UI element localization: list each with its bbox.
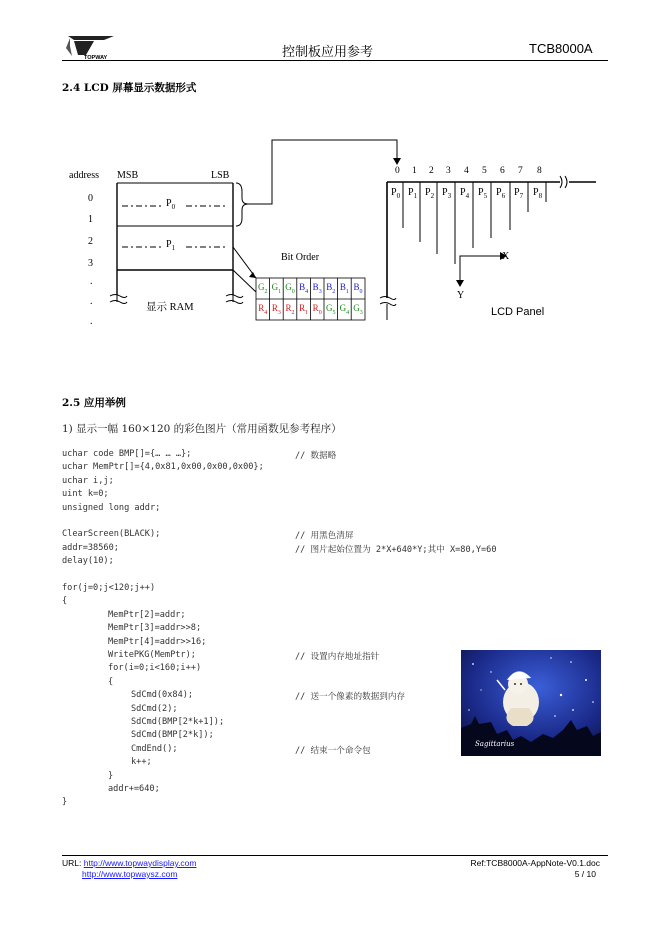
column-number: 2 xyxy=(429,166,434,176)
panel-pixel-index: 6 xyxy=(501,192,506,200)
panel-pixel: $P_8$ xyxy=(533,187,543,200)
code-line: } xyxy=(108,770,114,781)
code-line: WritePKG(MemPtr); xyxy=(108,650,196,660)
bit-cell-index: 3 xyxy=(318,288,322,295)
panel-pixel: $P_3$ xyxy=(442,187,452,200)
bit-cell-index: 3 xyxy=(277,309,281,316)
code-listing xyxy=(62,449,532,811)
bit-cell-index: 2 xyxy=(291,309,295,316)
svg-text:Sagittarius: Sagittarius xyxy=(475,740,515,748)
code-line: { xyxy=(62,596,68,607)
bit-order-row-2 xyxy=(256,303,365,317)
code-line: delay(10); xyxy=(62,556,114,567)
bit-cell: $R_4$ xyxy=(258,303,268,316)
panel-pixel-index: 4 xyxy=(465,192,470,200)
panel-pixel-index: 8 xyxy=(538,192,543,200)
column-number: 8 xyxy=(537,166,542,176)
code-line: unsigned long addr; xyxy=(62,502,161,513)
code-comment: // 图片起始位置为 2*X+640*Y;其中 X=80,Y=60 xyxy=(295,544,497,555)
bit-cell: $R_1$ xyxy=(299,303,309,316)
code-line: MemPtr[3]=addr>>8; xyxy=(108,623,202,634)
address-3: 3 xyxy=(88,258,93,269)
code-line: addr+=640; xyxy=(108,784,160,794)
column-number: 7 xyxy=(518,166,523,176)
panel-pixel: $P_1$ xyxy=(408,187,418,200)
bit-cell: $G_1$ xyxy=(271,282,282,295)
panel-pixel-index: 1 xyxy=(413,192,418,200)
panel-pixel-index: 2 xyxy=(430,192,435,200)
column-number: 0 xyxy=(395,166,400,176)
svg-text:TOPWAY: TOPWAY xyxy=(84,55,108,60)
panel-pixel: $P_4$ xyxy=(460,187,470,200)
lcd-panel-label: LCD Panel xyxy=(491,306,545,318)
bit-cell-index: 4 xyxy=(305,288,309,295)
header-doc-id: TCB8000A xyxy=(529,41,593,56)
panel-pixel: $P_5$ xyxy=(478,187,488,200)
column-number: 5 xyxy=(482,166,487,176)
code-comment: // 用黑色清屏 xyxy=(295,531,354,542)
panel-pixel: $P_7$ xyxy=(514,187,524,200)
bit-cell: $G_0$ xyxy=(285,282,295,295)
lcd-data-format-diagram xyxy=(60,130,605,345)
bit-cell: $B_4$ xyxy=(299,282,309,295)
sample-picture xyxy=(461,650,601,756)
code-comment: // 数据略 xyxy=(295,451,337,461)
lsb-label: LSB xyxy=(211,170,230,181)
address-0: 0 xyxy=(88,193,93,204)
panel-pixel: $P_0$ xyxy=(391,187,401,200)
code-line: SdCmd(BMP[2*k+1]); xyxy=(131,717,225,727)
code-line: uchar code BMP[]={… … …}; xyxy=(62,449,192,459)
address-ellipsis-1: . xyxy=(90,276,93,287)
column-number: 6 xyxy=(500,166,505,176)
column-number: 3 xyxy=(446,166,451,176)
bit-cell-index: 2 xyxy=(332,288,336,295)
code-line: SdCmd(BMP[2*k]); xyxy=(131,730,214,741)
msb-label: MSB xyxy=(117,170,139,181)
bit-cell: $G_4$ xyxy=(339,303,350,316)
bit-order-label: Bit Order xyxy=(281,252,320,263)
section-heading-2-4: 2.4 LCD 屏幕显示数据形式 xyxy=(62,82,197,94)
footer-urls xyxy=(62,858,196,880)
pixel-p0-label: $P_0$ xyxy=(166,198,176,211)
code-line: uchar MemPtr[]={4,0x81,0x00,0x00,0x00}; xyxy=(62,462,264,473)
panel-pixel: $P_6$ xyxy=(496,187,506,200)
bit-cell: $B_1$ xyxy=(339,282,349,295)
address-label: address xyxy=(69,170,99,181)
bit-cell: $R_3$ xyxy=(271,303,281,316)
panel-pixel-index: 3 xyxy=(447,192,452,200)
address-1: 1 xyxy=(88,214,93,225)
code-line: k++; xyxy=(131,757,152,768)
bit-cell-index: 4 xyxy=(346,309,350,316)
company-logo xyxy=(64,34,116,60)
bit-cell-index: 0 xyxy=(359,288,363,295)
bit-cell: $G_3$ xyxy=(353,303,363,316)
bit-cell: $R_2$ xyxy=(285,303,295,316)
header-title: 控制板应用参考 xyxy=(282,44,374,59)
bit-cell-index: 3 xyxy=(359,309,363,316)
code-line: addr=38560; xyxy=(62,542,119,553)
panel-column-numbers xyxy=(387,166,557,178)
footer-url-topwaydisplay[interactable]: http://www.topwaydisplay.com xyxy=(83,858,197,868)
bit-cell-index: 1 xyxy=(345,288,349,295)
code-line: uchar i,j; xyxy=(62,475,114,486)
bit-cell-index: 1 xyxy=(305,309,309,316)
code-comment: // 结束一个命令包 xyxy=(295,745,371,756)
code-line: for(i=0;i<160;i++) xyxy=(108,663,202,674)
code-line: ClearScreen(BLACK); xyxy=(62,529,161,540)
code-line: SdCmd(0x84); xyxy=(131,690,194,701)
panel-pixel-index: 7 xyxy=(519,192,524,200)
code-line: SdCmd(2); xyxy=(131,703,178,714)
bit-cell: $G_5$ xyxy=(326,303,336,316)
footer-divider xyxy=(62,855,608,856)
footer-url-label: URL: xyxy=(62,858,84,868)
address-2: 2 xyxy=(88,236,93,247)
code-line: MemPtr[2]=addr; xyxy=(108,609,186,620)
panel-pixel: $P_2$ xyxy=(425,187,435,200)
bit-cell: $B_0$ xyxy=(353,282,363,295)
header-divider xyxy=(62,60,608,61)
bit-cell-index: 0 xyxy=(291,288,295,295)
panel-pixel-index: 5 xyxy=(483,192,488,200)
section-heading-2-5: 2.5 应用举例 xyxy=(62,397,126,409)
code-line: MemPtr[4]=addr>>16; xyxy=(108,636,207,647)
bit-order-row-1 xyxy=(256,282,365,296)
bit-cell-index: 1 xyxy=(278,288,282,295)
code-comment: // 设置内存地址指针 xyxy=(295,652,380,662)
code-line: CmdEnd(); xyxy=(131,743,178,754)
bit-cell-index: 4 xyxy=(264,309,268,316)
panel-pixel-row xyxy=(387,187,557,201)
bit-cell: $R_0$ xyxy=(312,303,322,316)
pixel-p1-label: $P_1$ xyxy=(166,239,176,252)
code-line: for(j=0;j<120;j++) xyxy=(62,583,156,593)
footer-url-topwaysz[interactable]: http://www.topwaysz.com xyxy=(82,869,178,879)
address-ellipsis-3: . xyxy=(90,316,93,327)
display-ram-label: 显示 RAM xyxy=(146,302,194,313)
code-line: } xyxy=(62,797,68,808)
code-line: uint k=0; xyxy=(62,489,109,500)
footer-ref: Ref:TCB8000A-AppNote-V0.1.doc xyxy=(470,858,600,868)
footer-page-number: 5 / 10 xyxy=(574,869,596,879)
x-axis-label: X xyxy=(502,251,510,262)
column-number: 1 xyxy=(412,166,417,176)
bit-cell-index: 0 xyxy=(318,309,322,316)
bit-cell: $B_3$ xyxy=(312,282,322,295)
panel-pixel-index: 0 xyxy=(396,192,401,200)
bit-cell: $G_2$ xyxy=(258,282,268,295)
bit-cell-index: 2 xyxy=(264,288,268,295)
column-number: 4 xyxy=(464,166,469,176)
y-axis-label: Y xyxy=(457,290,465,301)
example-subheading: 1) 显示一幅 160×120 的彩色图片（常用函数见参考程序） xyxy=(62,423,342,435)
address-ellipsis-2: . xyxy=(90,296,93,307)
code-line: { xyxy=(108,676,114,687)
code-comment: // 送一个像素的数据到内存 xyxy=(295,692,406,703)
bit-cell-index: 5 xyxy=(332,309,336,316)
bit-cell: $B_2$ xyxy=(326,282,336,295)
